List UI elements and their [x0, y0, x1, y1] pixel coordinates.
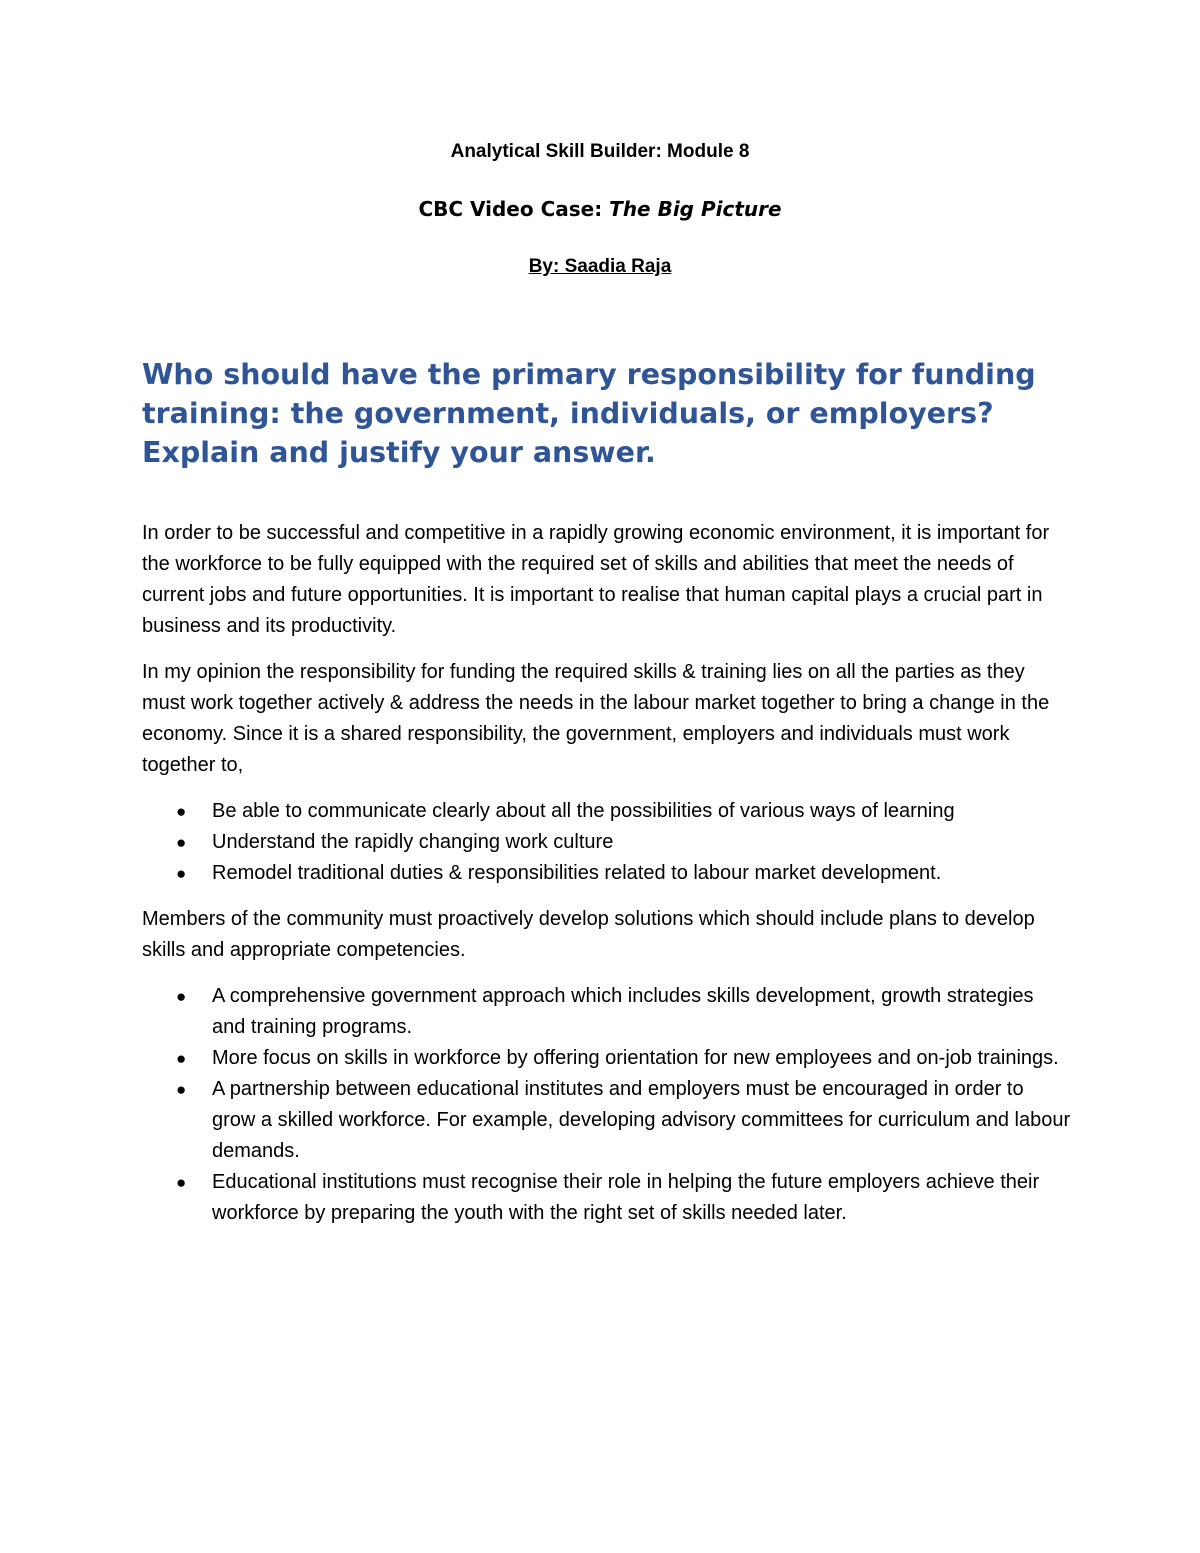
- paragraph: In order to be successful and competitive in a rapidly growing economic environment, it is important for the workforce to be fully equipped with the required set of skills and abilities that meet the needs of current jobs and future opportunities. It is important to realise that human capital plays a crucial part in business and its productivity.: [142, 522, 1050, 637]
- bullet-icon: ●: [176, 1080, 187, 1099]
- list-item: [142, 858, 1072, 889]
- list-item: [142, 1043, 1072, 1074]
- list-item-text: Educational institutions must recognise their role in helping the future employers achieve their workforce by preparing the youth with the right set of skills needed later.: [212, 1171, 1040, 1224]
- list-item: [142, 796, 1072, 827]
- document-author: By: Saadia Raja: [528, 256, 672, 277]
- document-subtitle: [0, 197, 1200, 221]
- list-item-text: A comprehensive government approach which includes skills development, growth strategies and training programs.: [212, 985, 1034, 1038]
- list-item-text: Be able to communicate clearly about all the possibilities of various ways of learning: [212, 800, 955, 822]
- bullet-icon: ●: [176, 802, 187, 821]
- document-body: [142, 518, 1072, 1244]
- document-title: Analytical Skill Builder: Module 8: [450, 141, 750, 162]
- question-heading: Who should have the primary responsibility for funding training: the government, individuals, or employers? Explain and justify your answer.: [142, 358, 1036, 469]
- list-item-text: More focus on skills in workforce by offering orientation for new employees and on-job trainings.: [212, 1047, 1059, 1069]
- bullet-icon: ●: [176, 1049, 187, 1068]
- list-item: [142, 1074, 1072, 1167]
- paragraph: Members of the community must proactively develop solutions which should include plans to develop skills and appropriate competencies.: [142, 908, 1035, 961]
- paragraph: In my opinion the responsibility for funding the required skills & training lies on all the parties as they must work together actively & address the needs in the labour market together to bring a change in the economy. Since it is a shared responsibility, the government, employers and individuals must work together to,: [142, 661, 1050, 776]
- subtitle-italic: The Big Picture: [609, 197, 782, 221]
- bullet-icon: ●: [176, 833, 187, 852]
- list-item-text: A partnership between educational institutes and employers must be encouraged in order to grow a skilled workforce. For example, developing advisory committees for curriculum and labour demands.: [212, 1078, 1071, 1162]
- bullet-list: [142, 796, 1072, 889]
- list-item: [142, 981, 1072, 1043]
- subtitle-prefix: CBC Video Case:: [418, 197, 610, 221]
- list-item-text: Understand the rapidly changing work culture: [212, 831, 614, 853]
- list-item: [142, 1167, 1072, 1229]
- bullet-icon: ●: [176, 987, 187, 1006]
- list-item-text: Remodel traditional duties & responsibilities related to labour market development.: [212, 862, 942, 884]
- bullet-list: [142, 981, 1072, 1229]
- list-item: [142, 827, 1072, 858]
- bullet-icon: ●: [176, 864, 187, 883]
- bullet-icon: ●: [176, 1173, 187, 1192]
